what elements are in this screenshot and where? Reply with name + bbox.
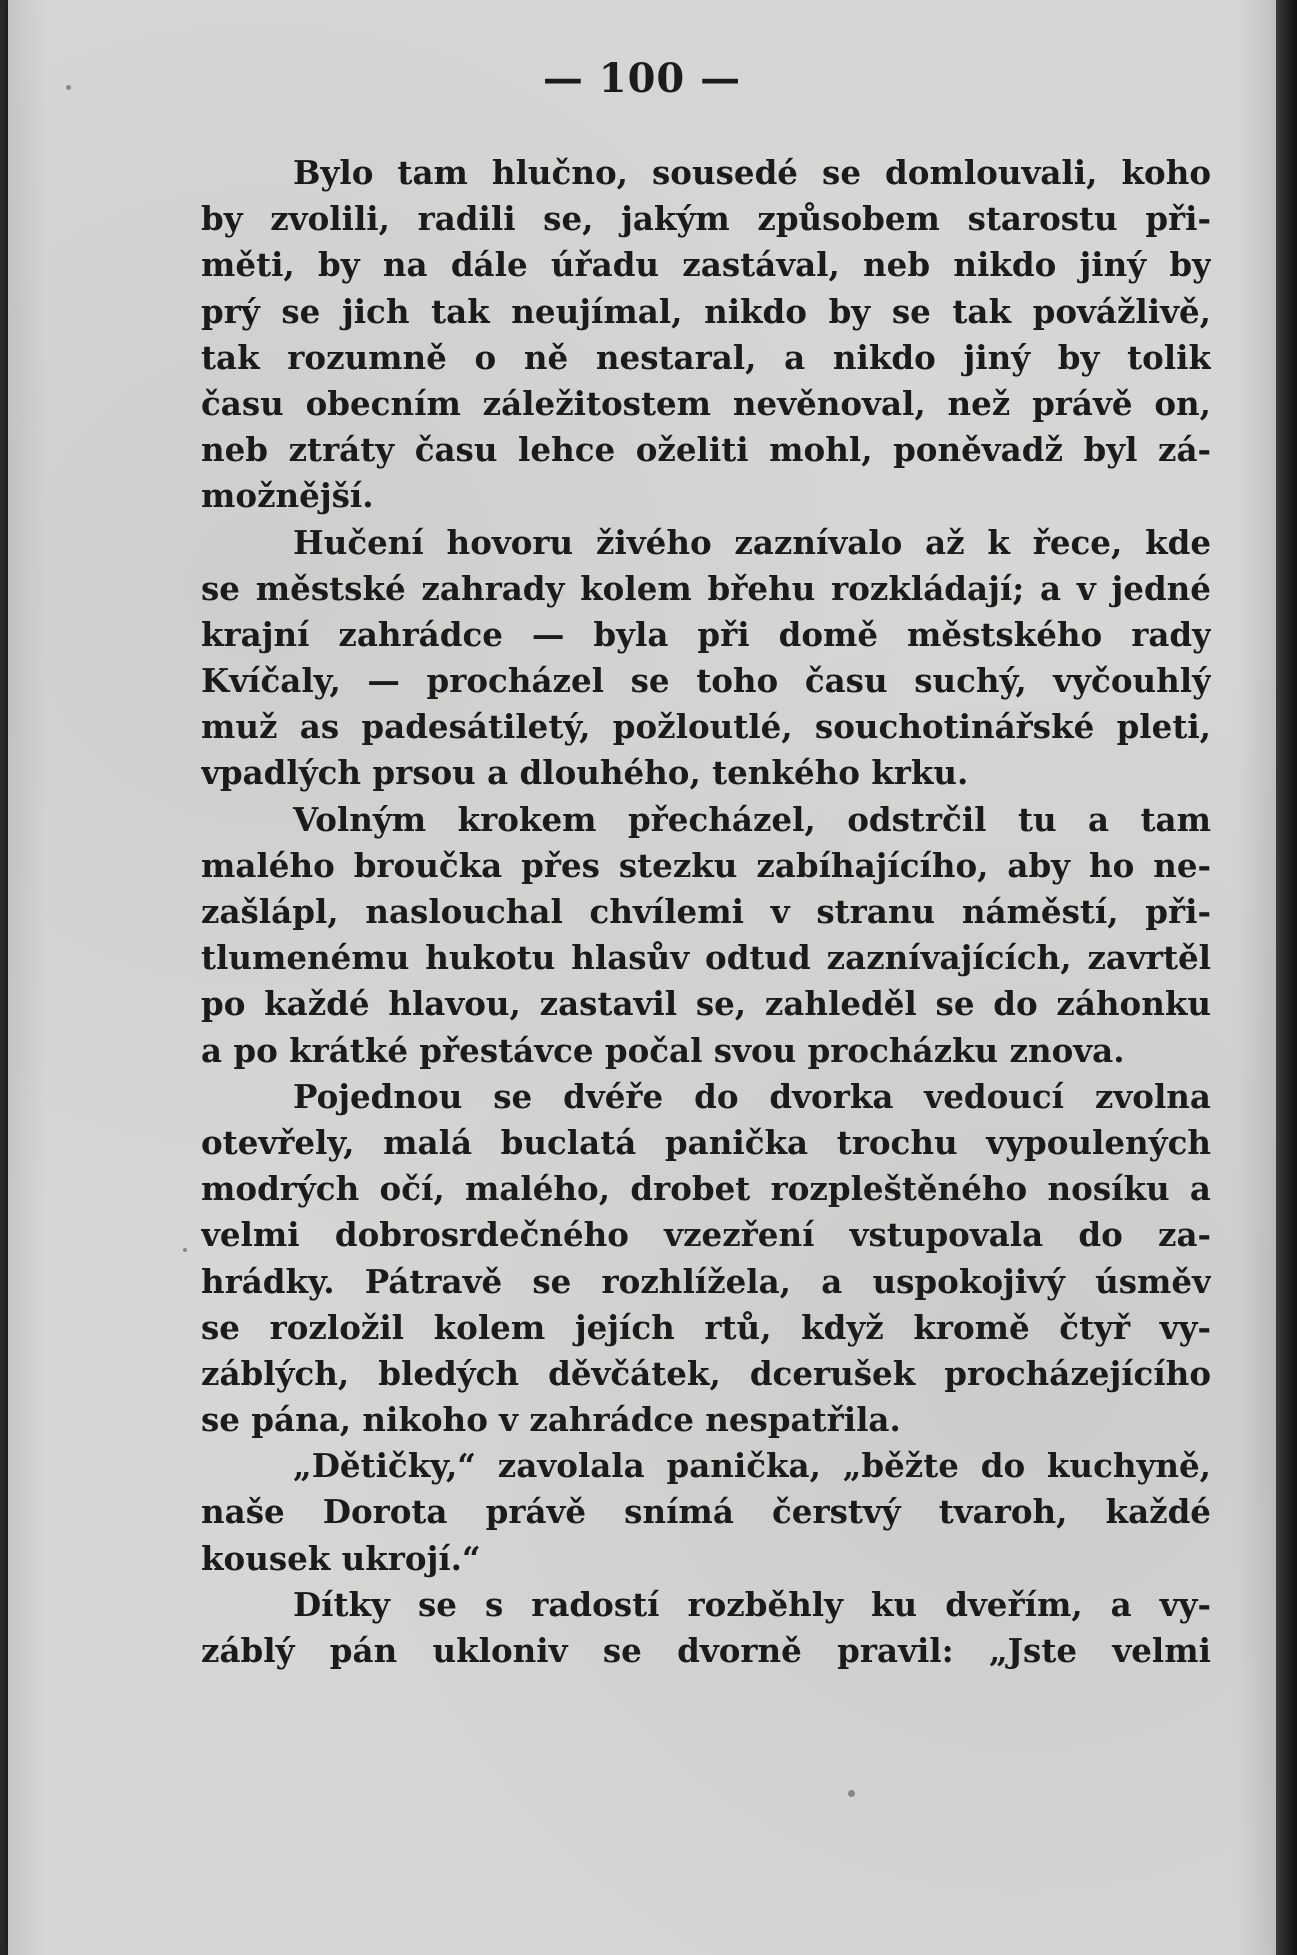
text-line: Hučení hovoru živého zaznívalo až k řece, kde [293, 522, 1211, 562]
text-line: Kvíčaly, — procházel se toho času suchý, vyčouhlý [201, 661, 1211, 701]
text-line: a po krátké přestávce počal svou procházku znova. [201, 1030, 1125, 1070]
text-line: malého broučka přes stezku zabíhajícího, aby ho ne- [201, 845, 1211, 885]
ink-speck [183, 1248, 187, 1252]
book-page [8, 0, 1276, 1955]
text-line: času obecním záležitostem nevěnoval, než právě on, [201, 383, 1211, 423]
text-line: tlumenému hukotu hlasův odtud zaznívajících, zavrtěl [201, 938, 1211, 978]
text-line: otevřely, malá buclatá panička trochu vypoulených [201, 1122, 1211, 1162]
text-line: modrých očí, malého, drobet rozpleštěného nosíku a [201, 1169, 1211, 1209]
text-line: Bylo tam hlučno, sousedé se domlouvali, koho [293, 153, 1211, 192]
text-line: zašlápl, naslouchal chvílemi v stranu náměstí, při- [201, 892, 1211, 931]
text-line: se rozložil kolem jejích rtů, když kromě čtyř vy- [201, 1307, 1211, 1347]
page-number: — 100 — [542, 55, 742, 102]
text-line: záblý pán ukloniv se dvorně pravil: „Jste velmi [201, 1631, 1211, 1670]
text-line: se pána, nikoho v zahrádce nespatřila. [201, 1400, 901, 1440]
text-line: Dítky se s radostí rozběhly ku dveřím, a vy- [293, 1584, 1211, 1624]
text-line: by zvolili, radili se, jakým způsobem starostu při- [201, 199, 1211, 239]
text-line: neb ztráty času lehce oželiti mohl, poněvadž byl zá- [201, 430, 1211, 470]
text-line: Volným krokem přecházel, odstrčil tu a tam [293, 799, 1211, 839]
text-line: po každé hlavou, zastavil se, zahleděl se do záhonku [201, 984, 1211, 1024]
text-line: tak rozumně o ně nestaral, a nikdo jiný by tolik [201, 337, 1211, 377]
text-line: velmi dobrosrdečného vzezření vstupovala do za- [201, 1215, 1211, 1255]
text-line: prý se jich tak neujímal, nikdo by se tak povážlivě, [201, 291, 1211, 331]
text-line: možnější. [201, 476, 374, 516]
text-line: krajní zahrádce — byla při domě městského rady [201, 614, 1211, 654]
text-line: muž as padesátiletý, požloutlé, souchotinářské pleti, [201, 707, 1211, 747]
text-line: Pojednou se dvéře do dvorka vedoucí zvolna [293, 1076, 1211, 1116]
text-line: hrádky. Pátravě se rozhlížela, a uspokojivý úsměv [201, 1261, 1211, 1301]
text-line: se městské zahrady kolem břehu rozkládají; a v jedné [201, 568, 1211, 608]
text-line: měti, by na dále úřadu zastával, neb nikdo jiný by [201, 245, 1211, 285]
text-line: naše Dorota právě snímá čerstvý tvaroh, každé [201, 1492, 1211, 1532]
text-line: záblých, bledých děvčátek, dcerušek procházejícího [201, 1353, 1211, 1393]
text-line: kousek ukrojí.“ [201, 1538, 481, 1578]
body-text [201, 150, 1211, 1674]
text-line: „Dětičky,“ zavolala panička, „běžte do kuchyně, [293, 1446, 1211, 1486]
binding-shadow [1276, 0, 1297, 1955]
ink-speck [66, 85, 71, 90]
text-line: vpadlých prsou a dlouhého, tenkého krku. [201, 753, 969, 793]
ink-speck [848, 1790, 855, 1797]
